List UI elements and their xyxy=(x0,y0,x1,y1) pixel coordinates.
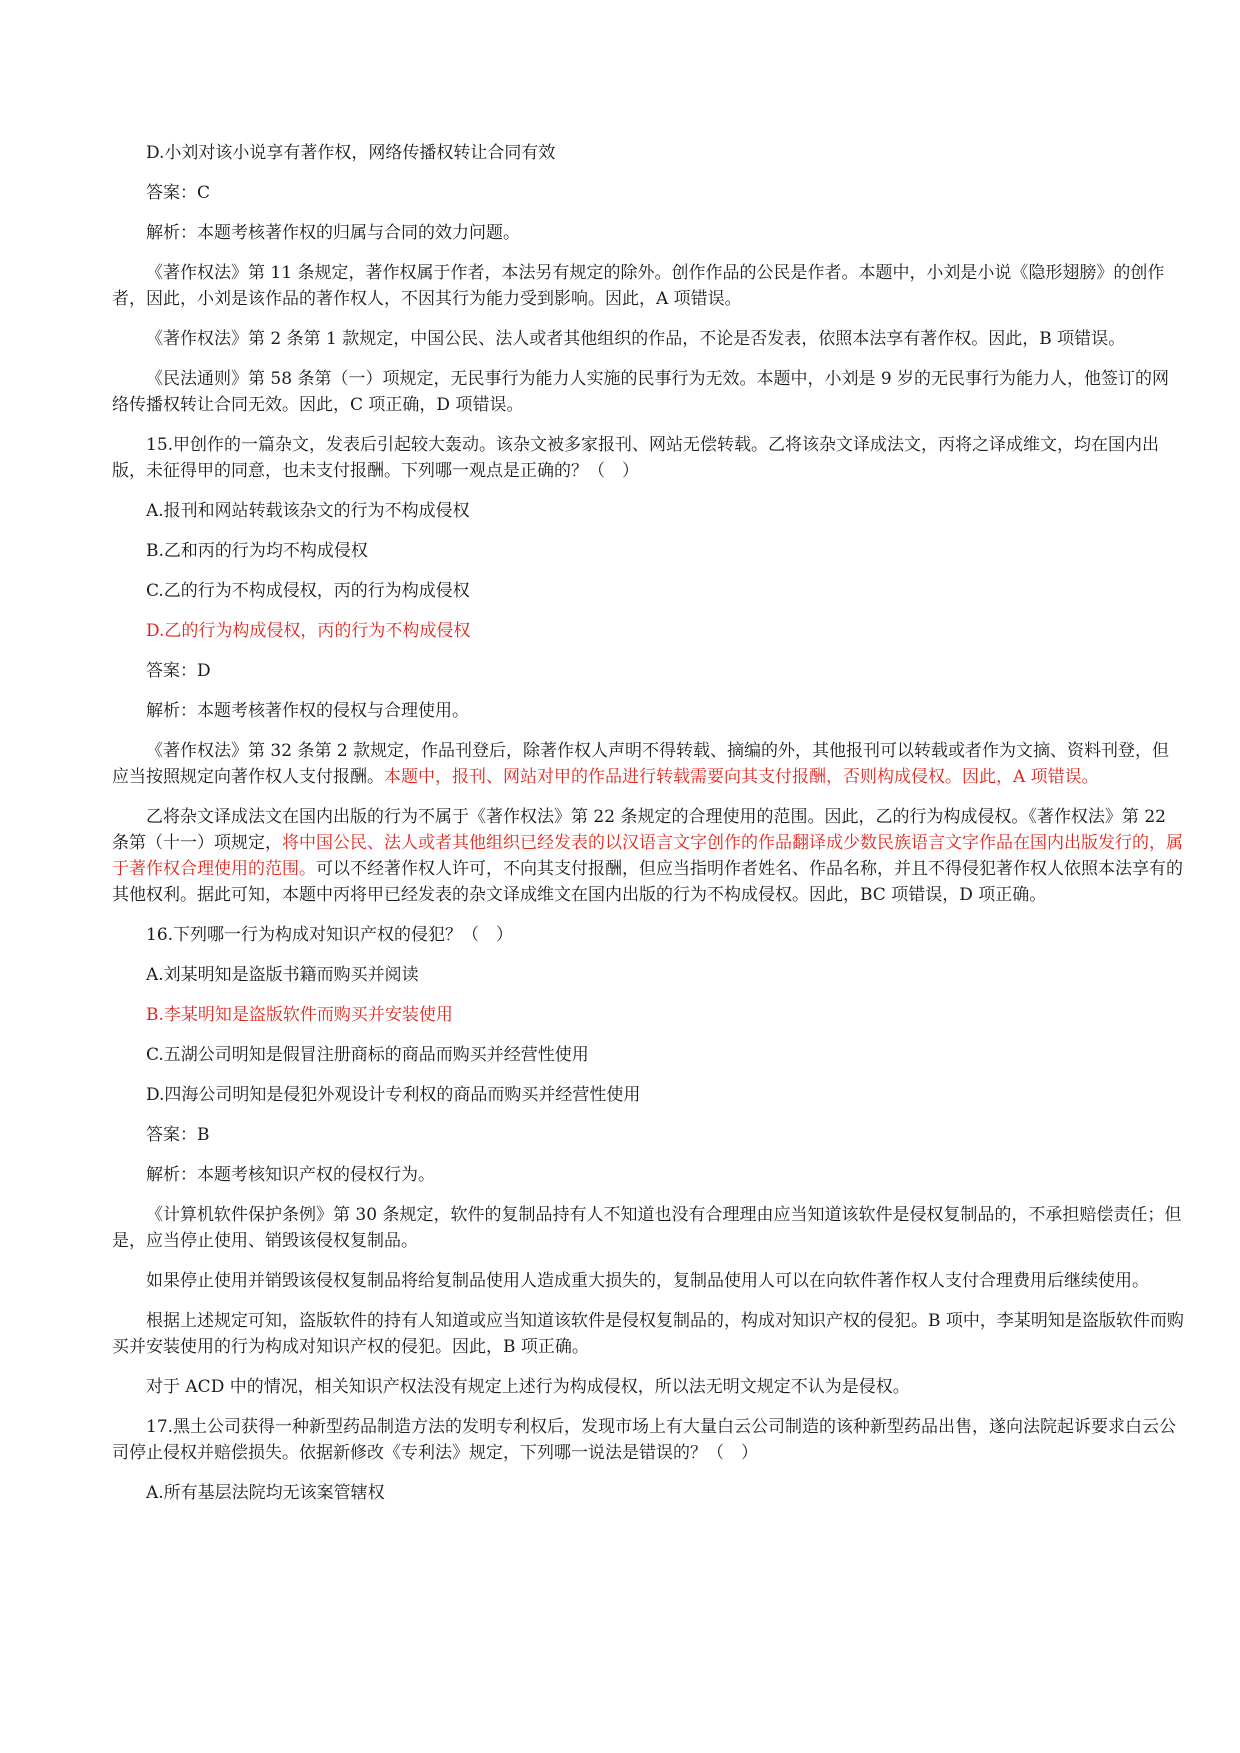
option-b-q15: B.乙和丙的行为均不构成侵权 xyxy=(146,541,368,561)
analysis-paragraph: 如果停止使用并销毁该侵权复制品将给复制品使用人造成重大损失的，复制品使用人可以在向软件著作权人支付合理费用后继续使用。 xyxy=(146,1271,1149,1291)
option-a-q15: A.报刊和网站转载该杂文的行为不构成侵权 xyxy=(146,501,470,521)
analysis-paragraph: 《著作权法》第 11 条规定，著作权属于作者，本法另有规定的除外。创作作品的公民是作者。本题中，小刘是小说《隐形翅膀》的创作者，因此，小刘是该作品的著作权人，不因其行为能力受到影响。因此，A 项错误。 xyxy=(112,263,1165,309)
analysis-q16: 解析：本题考核知识产权的侵权行为。 xyxy=(146,1165,435,1185)
option-d-q14: D.小刘对该小说享有著作权，网络传播权转让合同有效 xyxy=(146,143,556,163)
analysis-paragraph: 根据上述规定可知，盗版软件的持有人知道或应当知道该软件是侵权复制品的，构成对知识产权的侵犯。B 项中，李某明知是盗版软件而购买并安装使用的行为构成对知识产权的侵犯。因此，B 项正确。 xyxy=(112,1311,1184,1357)
option-a-q16: A.刘某明知是盗版书籍而购买并阅读 xyxy=(146,965,419,985)
option-a-q17: A.所有基层法院均无该案管辖权 xyxy=(146,1483,385,1503)
highlighted-text: 本题中，报刊、网站对甲的作品进行转载需要向其支付报酬，否则构成侵权。因此，A 项错误。 xyxy=(384,767,1099,787)
document-page xyxy=(112,140,1184,1520)
analysis-paragraph: 《计算机软件保护条例》第 30 条规定，软件的复制品持有人不知道也没有合理理由应当知道该软件是侵权复制品的，不承担赔偿责任；但是，应当停止使用、销毁该侵权复制品。 xyxy=(112,1205,1182,1251)
analysis-text: 乙将杂文译成法文在国内出版的行为不属于《著作权法》第 22 条规定的合理使用的范围。因此，乙的行为构成侵权。《著作权法》第 22 条第（十一）项规定， xyxy=(112,807,1166,853)
analysis-text: 可以不经著作权人许可，不向其支付报酬，但应当指明作者姓名、作品名称，并且不得侵犯著作权人依照本法享有的其他权利。据此可知，本题中丙将甲已经发表的杂文译成维文在国内出版的行为不构成侵权。因此，BC 项错误，D 项正确。 xyxy=(112,859,1183,905)
analysis-paragraph: 对于 ACD 中的情况，相关知识产权法没有规定上述行为构成侵权，所以法无明文规定不认为是侵权。 xyxy=(146,1377,910,1397)
answer-q16: 答案：B xyxy=(146,1125,210,1145)
option-c-q16: C.五湖公司明知是假冒注册商标的商品而购买并经营性使用 xyxy=(146,1045,589,1065)
analysis-q14: 解析：本题考核著作权的归属与合同的效力问题。 xyxy=(146,223,520,243)
option-d-q15-correct: D.乙的行为构成侵权，丙的行为不构成侵权 xyxy=(146,621,471,641)
question-17: 17.黑土公司获得一种新型药品制造方法的发明专利权后，发现市场上有大量白云公司制造的该种新型药品出售，遂向法院起诉要求白云公司停止侵权并赔偿损失。依据新修改《专利法》规定，下列哪一说法是错误的？（ ） xyxy=(112,1417,1177,1463)
highlighted-text: 将中国公民、法人或者其他组织已经发表的以汉语言文字创作的作品翻译成少数民族语言文字作品在国内出版发行的，属于著作权合理使用的范围。 xyxy=(112,833,1183,879)
option-d-q16: D.四海公司明知是侵犯外观设计专利权的商品而购买并经营性使用 xyxy=(146,1085,641,1105)
analysis-text: 《著作权法》第 32 条第 2 款规定，作品刊登后，除著作权人声明不得转载、摘编的外，其他报刊可以转载或者作为文摘、资料刊登，但应当按照规定向著作权人支付报酬。 xyxy=(112,741,1170,787)
analysis-paragraph xyxy=(112,738,1184,790)
question-15: 15.甲创作的一篇杂文，发表后引起较大轰动。该杂文被多家报刊、网站无偿转载。乙将该杂文译成法文，丙将之译成维文，均在国内出版，未征得甲的同意，也未支付报酬。下列哪一观点是正确的？（ ） xyxy=(112,435,1160,481)
answer-q15: 答案：D xyxy=(146,661,211,681)
option-c-q15: C.乙的行为不构成侵权，丙的行为构成侵权 xyxy=(146,581,470,601)
analysis-paragraph: 《著作权法》第 2 条第 1 款规定，中国公民、法人或者其他组织的作品，不论是否发表，依照本法享有著作权。因此，B 项错误。 xyxy=(146,329,1126,349)
question-16: 16.下列哪一行为构成对知识产权的侵犯？（ ） xyxy=(146,925,514,945)
analysis-paragraph: 《民法通则》第 58 条第（一）项规定，无民事行为能力人实施的民事行为无效。本题中，小刘是 9 岁的无民事行为能力人，他签订的网络传播权转让合同无效。因此，C 项正确，D 项错误。 xyxy=(112,369,1170,415)
analysis-paragraph xyxy=(112,804,1184,908)
answer-q14: 答案：C xyxy=(146,183,211,203)
analysis-q15: 解析：本题考核著作权的侵权与合理使用。 xyxy=(146,701,469,721)
option-b-q16-correct: B.李某明知是盗版软件而购买并安装使用 xyxy=(146,1005,453,1025)
